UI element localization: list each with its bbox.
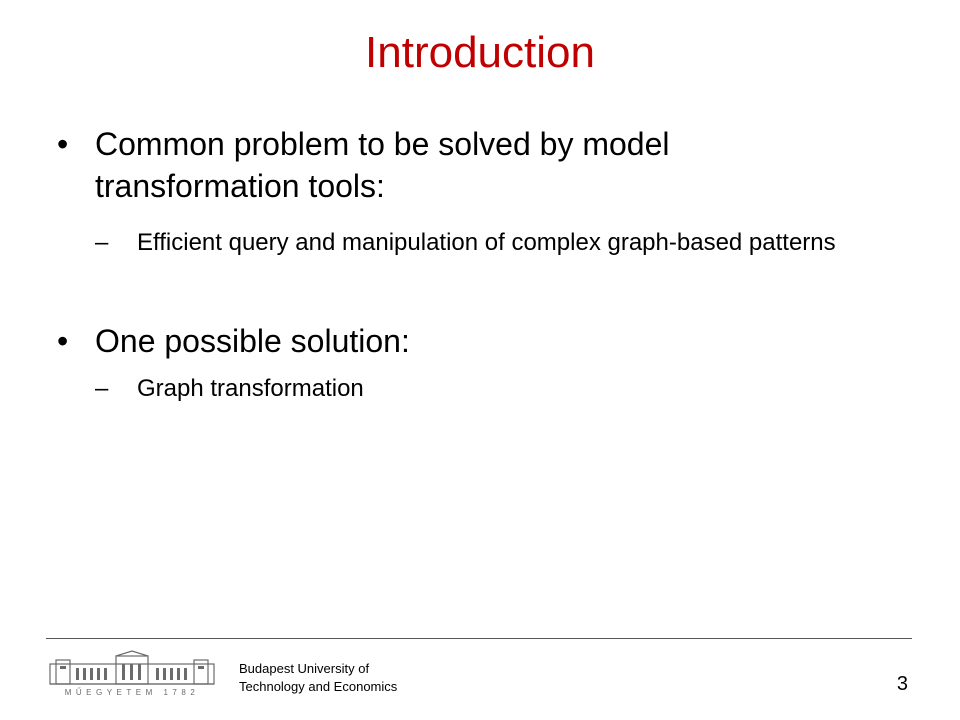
sub-bullet-marker: – xyxy=(95,375,109,402)
footer-divider xyxy=(46,638,912,639)
page-number: 3 xyxy=(896,673,908,695)
sub-bullet-text: Graph transformation xyxy=(137,375,364,402)
bullet-item xyxy=(57,320,857,362)
sub-bullet-text: Efficient query and manipulation of complex graph-based patterns xyxy=(137,229,836,256)
slide-title: Introduction xyxy=(365,28,595,77)
sub-bullet-marker: – xyxy=(95,229,109,256)
bullet-marker: • xyxy=(57,126,69,162)
institution-name xyxy=(239,660,397,696)
sub-bullet-item xyxy=(95,225,845,261)
sub-bullet-item xyxy=(95,371,845,407)
bullet-text: Common problem to be solved by model transformation tools: xyxy=(95,126,670,204)
institution-line: Technology and Economics xyxy=(239,679,398,694)
bullet-item xyxy=(57,123,857,207)
bullet-marker: • xyxy=(57,323,69,359)
building-logo-icon xyxy=(46,650,218,698)
logo-caption: MŰEGYETEM 1782 xyxy=(64,688,200,697)
university-logo xyxy=(46,650,218,698)
bullet-text: One possible solution: xyxy=(95,323,410,359)
institution-line: Budapest University of xyxy=(239,661,370,676)
